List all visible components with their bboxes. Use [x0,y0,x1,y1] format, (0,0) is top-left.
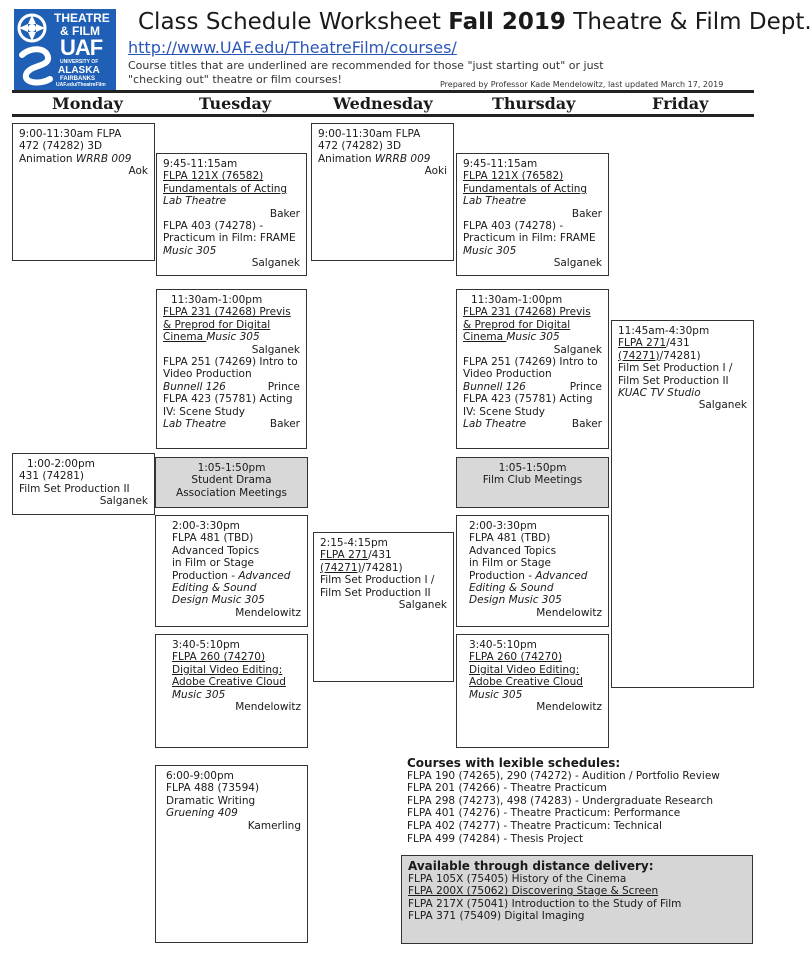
course-alt: /431 [666,337,690,350]
class-block-friday-film-set [611,320,754,688]
course-title: IV: Scene Study [163,405,245,418]
instructor: Baker [269,418,300,431]
time: 3:40-5:10pm [469,639,537,651]
course-title: Film Set Production I / [618,362,733,375]
day-thursday: Thursday [492,94,576,113]
meeting-block-film-club [456,457,609,508]
course-title: Video Production [163,368,252,381]
class-block-tuesday-advanced-topics [155,515,308,627]
list-item: FLPA 105X (75405) History of the Cinema [408,872,627,885]
course: FLPA 423 (75781) Acting [163,393,293,406]
meeting-title: Association Meetings [176,486,287,499]
instructor: Baker [571,207,602,220]
course: 431 (74281) [19,470,84,483]
course-title: Digital Video Editing: [172,663,283,676]
list-item: FLPA 402 (74277) - Theatre Practicum: Technical [407,819,662,832]
logo-uaf: UAF [60,35,103,60]
course: FLPA 260 (74270) [469,651,563,664]
logo-university-of: UNIVERSITY OF [60,59,99,65]
flexible-heading: Courses with lexible schedules: [407,756,621,770]
course: FLPA 121X (76582) [163,170,264,183]
logo-fairbanks: FAIRBANKS [60,76,96,82]
course-title: Production - [172,569,239,582]
logo-film: & FILM [60,24,100,38]
instructor: Salganek [698,399,747,412]
list-item: FLPA 298 (74273), 498 (74283) - Undergraduate Research [407,794,714,807]
course-title: Cinema [463,331,507,344]
instructor: Aoki [424,165,447,178]
time: 1:00-2:00pm [27,458,95,470]
time: 1:05-1:50pm [197,462,266,474]
list-item: FLPA 499 (74284) - Thesis Project [407,832,584,845]
location: KUAC TV Studio [618,387,701,400]
alaska-mark-icon [18,47,54,87]
course-crn-alt: /74281) [659,349,701,362]
course-title: & Preprod for Digital [463,318,571,331]
location: Music 305 [206,331,260,344]
course-title: Production - [469,569,536,582]
list-item: FLPA 401 (74276) - Theatre Practicum: Performance [407,807,681,820]
course: FLPA 121X (76582) [463,170,564,183]
course: FLPA 231 (74268) Previs [463,306,591,319]
course: FLPA 481 (TBD) [172,532,254,545]
course-title: Practicum in Film: FRAME [163,232,296,245]
course-title: IV: Scene Study [463,405,545,418]
location: Lab Theatre [463,418,527,431]
location: Music 305 [463,244,517,257]
course-title: Dramatic Writing [166,794,256,807]
list-item: FLPA 201 (74266) - Theatre Practicum [407,782,607,795]
time: 1:05-1:50pm [498,462,567,474]
title-part-1: Class Schedule Worksheet [138,9,449,35]
course-title: in Film or Stage [469,557,552,570]
prepared-by: Prepared by Professor Kade Mendelowitz, last updated March 17, 2019 [440,80,724,89]
instructor: Kamerling [247,819,301,832]
title-part-2: Theatre & Film Dept. [565,9,812,35]
time: 9:00-11:30am FLPA [19,128,122,140]
location: Music 305 [506,331,560,344]
course-crn: (74271) [618,349,660,362]
instructor: Mendelowitz [235,606,301,619]
list-item: FLPA 190 (74265), 290 (74272) - Audition / Portfolio Review [407,769,720,782]
course-alt: /431 [368,549,392,562]
course-title: Animation [318,152,375,165]
course: FLPA 481 (TBD) [469,532,551,545]
location: Lab Theatre [463,195,527,208]
instructor: Baker [571,418,602,431]
instructor: Baker [269,207,300,220]
distance-heading: Available through distance delivery: [408,859,654,873]
logo-url: UAF.edu/TheatreFilm [56,82,106,88]
instructor: Prince [569,380,602,393]
class-block-thursday-video-editing [456,634,609,748]
location: Lab Theatre [163,195,227,208]
time: 9:45-11:15am [163,158,238,170]
course-title: Cinema [163,331,207,344]
course-title: Film Set Production II [19,482,130,495]
location: WRRB 009 [374,152,431,165]
class-block-tuesday-midday [156,289,307,449]
film-reel-icon [17,13,47,43]
course-title: Film Set Production II [618,374,729,387]
course-subtitle: Advanced [238,569,291,582]
location: Music 305 [163,244,217,257]
course-title: & Preprod for Digital [163,318,271,331]
course-title: Adobe Creative Cloud [469,676,583,689]
logo-theatre: THEATRE [54,11,110,25]
course: FLPA 260 (74270) [172,651,266,664]
distance-delivery [401,855,753,944]
header-rule-bottom [12,114,754,117]
logo-alaska: ALASKA [58,65,100,76]
time: 2:00-3:30pm [469,520,537,532]
time: 11:30am-1:00pm [171,294,263,306]
course-crn-alt: /74281) [361,561,403,574]
location: Gruening 409 [166,807,238,820]
time: 11:45am-4:30pm [618,325,710,337]
course-subtitle: Editing & Sound [172,582,257,595]
time: 3:40-5:10pm [172,639,240,651]
instructor: Salganek [553,257,602,270]
class-block-tuesday-video-editing [155,634,308,748]
instructor: Mendelowitz [536,606,602,619]
instructor: Mendelowitz [235,701,301,714]
course: FLPA 488 (73594) [166,782,260,795]
course-title: Practicum in Film: FRAME [463,232,596,245]
class-block-monday-film-set [12,453,155,515]
underline-note: Course titles that are underlined are recommended for those "just starting out" or just "checking out" theatre or film courses! [128,59,604,86]
header-rule-top [12,90,754,93]
course: FLPA 231 (74268) Previs [163,306,291,319]
instructor: Salganek [99,495,148,508]
course-subtitle: Advanced [535,569,588,582]
course-subtitle: Editing & Sound [469,582,554,595]
course-title: Fundamentals of Acting [163,182,288,195]
meeting-title: Student Drama [191,474,272,487]
day-monday: Monday [52,94,123,113]
course: 472 (74282) 3D [19,140,103,153]
title-semester: Fall 2019 [448,9,566,35]
course-title: Video Production [463,368,552,381]
course: FLPA 271 [618,337,667,350]
page-title [138,9,812,35]
class-block-monday-animation [12,123,155,261]
course-title: Film Set Production II [320,586,431,599]
course-title: Adobe Creative Cloud [172,676,286,689]
class-block-thursday-acting [456,153,609,276]
day-wednesday: Wednesday [333,94,433,113]
course: FLPA 251 (74269) Intro to [463,356,598,369]
location: Bunnell 126 [163,380,226,393]
course: FLPA 423 (75781) Acting [463,393,593,406]
time: 2:00-3:30pm [172,520,240,532]
location: Design Music 305 [172,594,265,607]
location: Design Music 305 [469,594,562,607]
class-block-wednesday-film-set [313,532,454,682]
uaf-logo [14,9,116,91]
list-item: FLPA 371 (75409) Digital Imaging [408,910,585,923]
course: FLPA 271 [320,549,369,562]
instructor: Salganek [553,343,602,356]
location: Music 305 [469,688,523,701]
course-title: Digital Video Editing: [469,663,580,676]
location: WRRB 009 [75,152,132,165]
instructor: Prince [267,380,300,393]
course-title: Fundamentals of Acting [463,182,588,195]
class-block-tuesday-acting [156,153,307,276]
course: FLPA 403 (74278) - [163,220,264,233]
class-block-wednesday-animation [311,123,454,261]
course-title: Animation [19,152,76,165]
list-item: FLPA 200X (75062) Discovering Stage & Screen [408,885,659,898]
day-tuesday: Tuesday [199,94,272,113]
time: 2:15-4:15pm [320,537,388,549]
courses-link[interactable]: http://www.UAF.edu/TheatreFilm/courses/ [128,38,457,57]
location: Lab Theatre [163,418,227,431]
course: FLPA 403 (74278) - [463,220,564,233]
instructor: Salganek [251,257,300,270]
time: 9:45-11:15am [463,158,538,170]
class-block-tuesday-dramatic-writing [155,765,308,943]
instructor: Salganek [398,599,447,612]
day-friday: Friday [652,94,709,113]
list-item: FLPA 217X (75041) Introduction to the Study of Film [408,897,682,910]
course-title: Advanced Topics [469,544,557,557]
meeting-block-student-drama [155,457,308,508]
course-title: in Film or Stage [172,557,255,570]
meeting-title: Film Club Meetings [482,474,583,487]
location: Bunnell 126 [463,380,526,393]
time: 9:00-11:30am FLPA [318,128,421,140]
instructor: Salganek [251,343,300,356]
instructor: Mendelowitz [536,701,602,714]
course-title: Film Set Production I / [320,574,435,587]
flexible-courses [407,757,757,845]
time: 11:30am-1:00pm [471,294,563,306]
class-block-thursday-midday [456,289,609,449]
course-crn: (74271) [320,561,362,574]
location: Music 305 [172,688,226,701]
course: 472 (74282) 3D [318,140,402,153]
course: FLPA 251 (74269) Intro to [163,356,298,369]
instructor: Aok [128,165,148,178]
time: 6:00-9:00pm [166,770,234,782]
class-block-thursday-advanced-topics [456,515,609,627]
course-title: Advanced Topics [172,544,260,557]
